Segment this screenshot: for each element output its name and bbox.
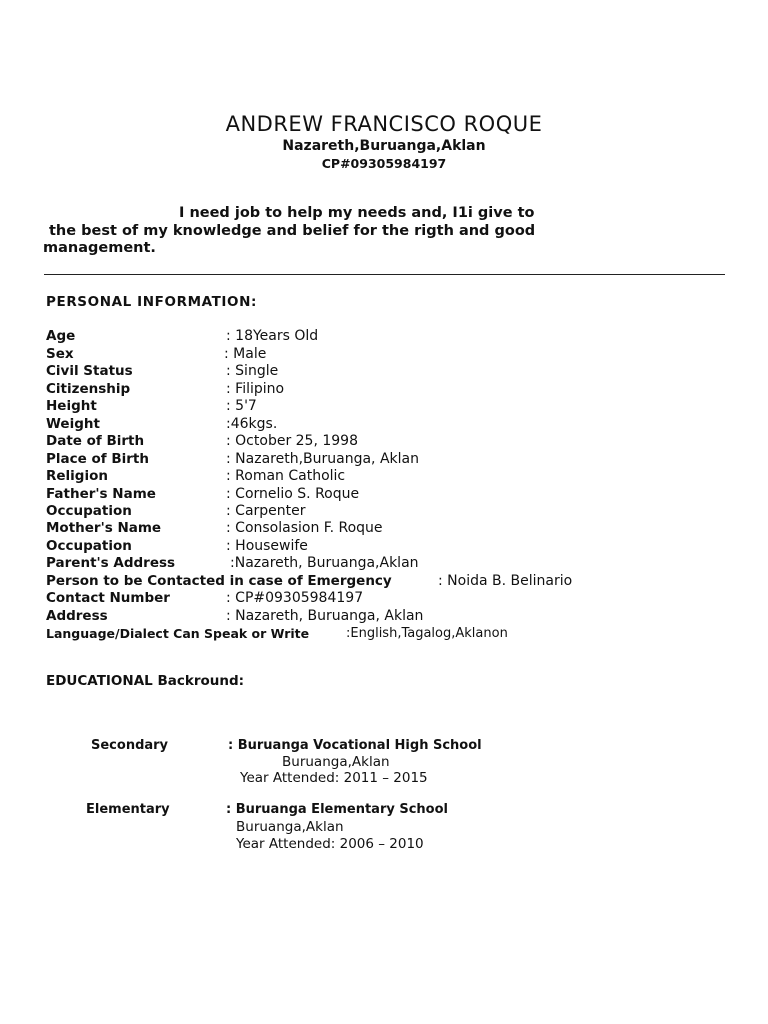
applicant-name: ANDREW FRANCISCO ROQUE [225,112,543,136]
elementary-location: Buruanga,Aklan [236,819,344,835]
value-age: : 18Years Old [226,328,319,344]
label-mothers-name: Mother's Name [46,520,162,536]
secondary-years: Year Attended: 2011 – 2015 [240,770,428,786]
label-sex: Sex [46,346,74,362]
elementary-label: Elementary [86,802,170,817]
personal-info-heading: PERSONAL INFORMATION: [46,294,258,310]
education-heading: EDUCATIONAL Backround: [46,673,245,689]
value-height: : 5'7 [226,398,257,414]
label-civil-status: Civil Status [46,363,133,379]
elementary-school: : Buruanga Elementary School [226,802,448,817]
value-emergency-contact: : Noida B. Belinario [438,573,573,589]
label-fathers-name: Father's Name [46,486,156,502]
value-fathers-name: : Cornelio S. Roque [226,486,360,502]
value-parents-address: :Nazareth, Buruanga,Aklan [230,555,419,571]
label-age: Age [46,328,76,344]
value-religion: : Roman Catholic [226,468,346,484]
value-contact-number: : CP#09305984197 [226,590,364,606]
label-father-occupation: Occupation [46,503,132,519]
value-place-of-birth: : Nazareth,Buruanga, Aklan [226,451,419,467]
objective-line-2: the best of my knowledge and belief for the rigth and good [49,223,536,239]
section-divider [44,274,725,275]
label-emergency-contact: Person to be Contacted in case of Emergency [46,573,392,589]
label-citizenship: Citizenship [46,381,131,397]
value-citizenship: : Filipino [226,381,285,397]
label-weight: Weight [46,416,100,432]
applicant-address: Nazareth,Buruanga,Aklan [282,138,486,154]
objective-line-3: management. [43,240,156,256]
secondary-label: Secondary [91,738,169,753]
value-address: : Nazareth, Buruanga, Aklan [226,608,424,624]
value-father-occupation: : Carpenter [226,503,306,519]
value-sex: : Male [224,346,267,362]
label-contact-number: Contact Number [46,590,170,606]
value-civil-status: : Single [226,363,279,379]
value-date-of-birth: : October 25, 1998 [226,433,358,449]
value-weight: :46kgs. [226,416,278,432]
applicant-phone: CP#09305984197 [321,156,447,171]
elementary-years: Year Attended: 2006 – 2010 [236,836,424,852]
label-height: Height [46,398,97,414]
label-date-of-birth: Date of Birth [46,433,145,449]
label-religion: Religion [46,468,108,484]
value-mothers-name: : Consolasion F. Roque [226,520,383,536]
value-language: :English,Tagalog,Aklanon [346,626,508,641]
label-place-of-birth: Place of Birth [46,451,149,467]
secondary-school: : Buruanga Vocational High School [228,738,482,753]
secondary-location: Buruanga,Aklan [282,754,390,770]
label-mother-occupation: Occupation [46,538,132,554]
value-mother-occupation: : Housewife [226,538,308,554]
label-address: Address [46,608,108,624]
objective-line-1: I need job to help my needs and, I1i give to [179,205,535,221]
label-parents-address: Parent's Address [46,555,176,571]
label-language: Language/Dialect Can Speak or Write [46,626,310,641]
